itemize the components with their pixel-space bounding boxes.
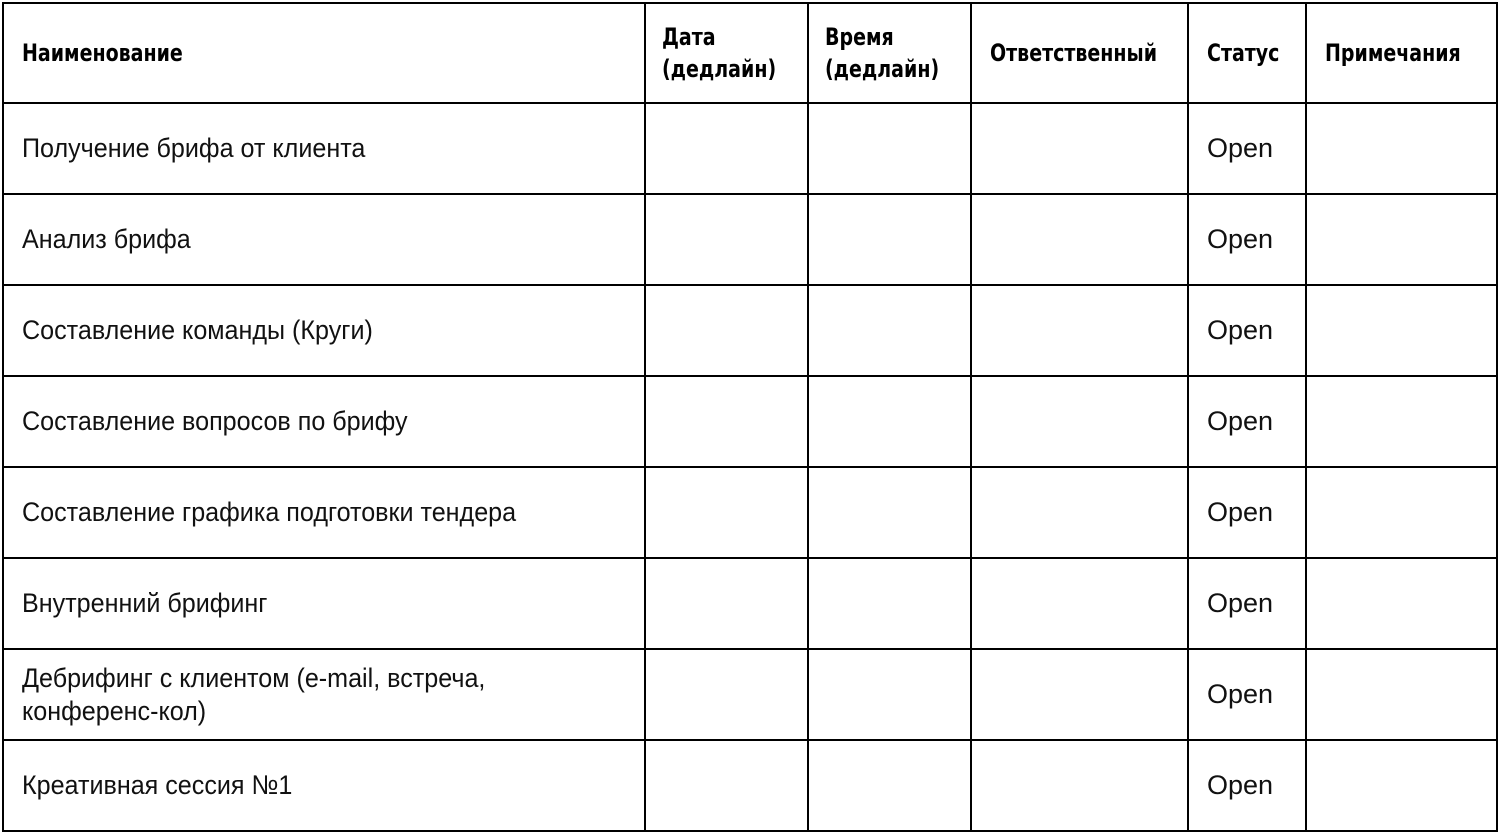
cell-name-line1: Дебрифинг с клиентом (e-mail, встреча, xyxy=(22,662,486,693)
cell-name-text: Получение брифа от клиента xyxy=(22,133,366,163)
table-header-row xyxy=(3,3,1497,103)
header-status-label: Статус xyxy=(1207,39,1280,67)
cell-name[interactable] xyxy=(3,649,645,740)
cell-status[interactable]: Open xyxy=(1188,558,1306,649)
cell-responsible[interactable] xyxy=(971,194,1188,285)
cell-responsible[interactable] xyxy=(971,376,1188,467)
header-date-line2: (дедлайн) xyxy=(662,55,777,83)
header-name xyxy=(3,3,645,103)
cell-notes[interactable] xyxy=(1306,558,1497,649)
table-row xyxy=(3,376,1497,467)
header-status xyxy=(1188,3,1306,103)
cell-notes[interactable] xyxy=(1306,103,1497,194)
cell-date[interactable] xyxy=(645,740,808,831)
cell-time[interactable] xyxy=(808,649,971,740)
cell-name-text: Составление вопросов по брифу xyxy=(22,406,408,436)
table-row xyxy=(3,467,1497,558)
cell-date[interactable] xyxy=(645,376,808,467)
table-row xyxy=(3,103,1497,194)
cell-time[interactable] xyxy=(808,285,971,376)
cell-responsible[interactable] xyxy=(971,285,1188,376)
cell-notes[interactable] xyxy=(1306,376,1497,467)
table-row xyxy=(3,285,1497,376)
cell-date[interactable] xyxy=(645,194,808,285)
cell-time[interactable] xyxy=(808,376,971,467)
cell-name[interactable] xyxy=(3,467,645,558)
cell-name[interactable] xyxy=(3,558,645,649)
cell-date[interactable] xyxy=(645,103,808,194)
header-date-line1: Дата xyxy=(662,23,716,51)
cell-name-text: Составление графика подготовки тендера xyxy=(22,497,517,527)
cell-name[interactable] xyxy=(3,285,645,376)
header-time-label xyxy=(825,21,939,85)
header-name-label: Наименование xyxy=(22,39,183,67)
table-row xyxy=(3,194,1497,285)
header-notes-label: Примечания xyxy=(1325,39,1461,67)
table-row xyxy=(3,740,1497,831)
cell-name[interactable] xyxy=(3,376,645,467)
cell-name-text xyxy=(22,662,485,728)
table-row xyxy=(3,649,1497,740)
cell-date[interactable] xyxy=(645,285,808,376)
cell-status[interactable]: Open xyxy=(1188,467,1306,558)
cell-notes[interactable] xyxy=(1306,285,1497,376)
header-time-line2: (дедлайн) xyxy=(825,55,940,83)
cell-name[interactable] xyxy=(3,194,645,285)
cell-responsible[interactable] xyxy=(971,103,1188,194)
cell-status[interactable]: Open xyxy=(1188,376,1306,467)
cell-notes[interactable] xyxy=(1306,740,1497,831)
cell-name[interactable] xyxy=(3,740,645,831)
cell-responsible[interactable] xyxy=(971,649,1188,740)
header-responsible-label: Ответственный xyxy=(990,39,1158,67)
header-time-line1: Время xyxy=(825,23,894,51)
header-notes xyxy=(1306,3,1497,103)
cell-date[interactable] xyxy=(645,649,808,740)
cell-notes[interactable] xyxy=(1306,467,1497,558)
cell-name-line2: конференс-кол) xyxy=(22,695,207,726)
cell-notes[interactable] xyxy=(1306,649,1497,740)
cell-name-text: Креативная сессия №1 xyxy=(22,770,293,800)
task-table xyxy=(2,2,1498,832)
header-time xyxy=(808,3,971,103)
header-responsible xyxy=(971,3,1188,103)
header-date-label xyxy=(662,21,776,85)
cell-responsible[interactable] xyxy=(971,467,1188,558)
cell-status[interactable]: Open xyxy=(1188,285,1306,376)
cell-time[interactable] xyxy=(808,194,971,285)
cell-name-text: Составление команды (Круги) xyxy=(22,315,373,345)
cell-status[interactable]: Open xyxy=(1188,649,1306,740)
cell-status[interactable]: Open xyxy=(1188,194,1306,285)
cell-status[interactable]: Open xyxy=(1188,740,1306,831)
cell-time[interactable] xyxy=(808,740,971,831)
cell-responsible[interactable] xyxy=(971,558,1188,649)
cell-status[interactable]: Open xyxy=(1188,103,1306,194)
cell-name-text: Анализ брифа xyxy=(22,224,191,254)
cell-time[interactable] xyxy=(808,467,971,558)
cell-notes[interactable] xyxy=(1306,194,1497,285)
cell-responsible[interactable] xyxy=(971,740,1188,831)
cell-time[interactable] xyxy=(808,103,971,194)
cell-name-text: Внутренний брифинг xyxy=(22,588,268,618)
header-date xyxy=(645,3,808,103)
cell-date[interactable] xyxy=(645,558,808,649)
cell-name[interactable] xyxy=(3,103,645,194)
cell-time[interactable] xyxy=(808,558,971,649)
cell-date[interactable] xyxy=(645,467,808,558)
table-row xyxy=(3,558,1497,649)
